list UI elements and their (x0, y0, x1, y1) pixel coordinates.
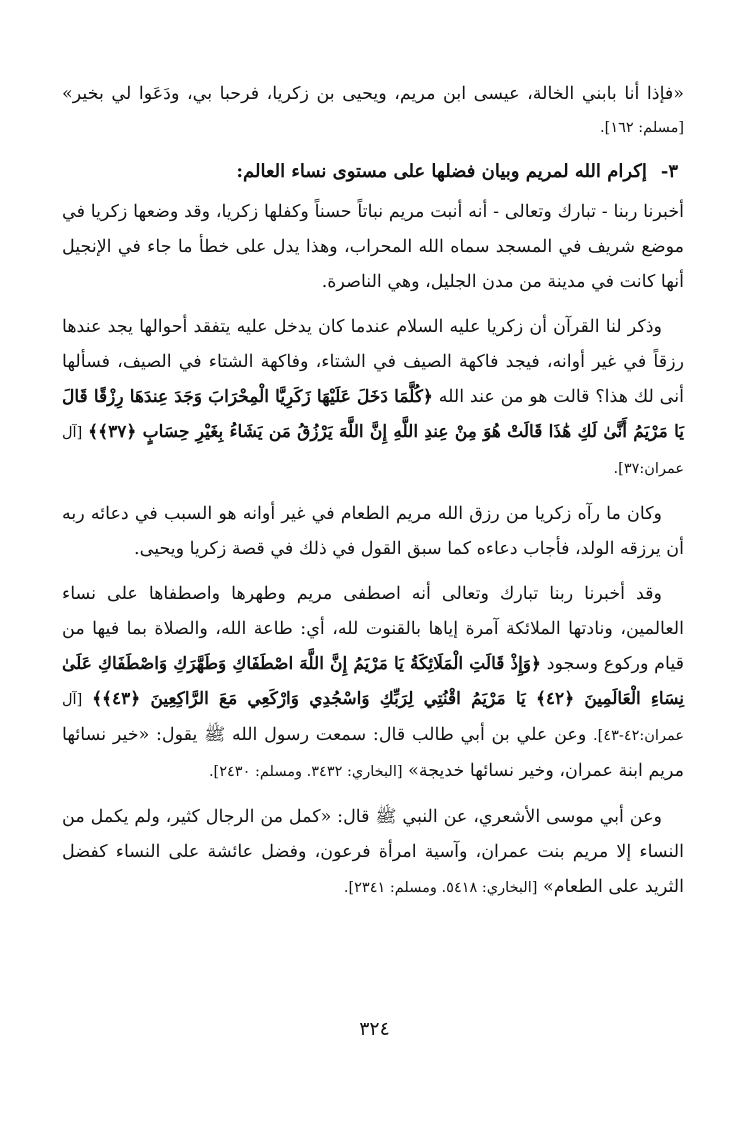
quran-verse: ﴿كُلَّمَا دَخَلَ عَلَيْهَا زَكَرِيَّا الْمِحْرَابَ وَجَدَ عِندَهَا رِزْقًا قَالَ يَا مَرْيَمُ أَنَّىٰ لَكِ هَٰذَا قَالَتْ هُوَ مِنْ عِندِ اللَّهِ إِنَّ اللَّهَ يَرْزُقُ مَن يَشَاءُ بِغَيْرِ حِسَابٍ ﴿٣٧﴾﴾ (62, 387, 684, 442)
page-number: ٣٢٤ (359, 1018, 390, 1040)
paragraph-mihrab (62, 195, 684, 300)
paragraph-text: وذكر لنا القرآن أن زكريا عليه السلام عندما كان يدخل عليه يتفقد أحوالها يجد عندها رزقاً في غير أوانه، فيجد فاكهة الصيف في الشتاء، وفاكهة الشتاء في الصيف، فسألها أنى لك هذا؟ قالت هو من عند الله (62, 317, 684, 407)
page-body (62, 78, 684, 916)
verse-reference: [آل عمران:٣٧]. (62, 425, 684, 477)
hadith-paragraph-1 (62, 78, 684, 145)
verse-reference: [آل عمران:٤٢-٤٣]. (62, 692, 684, 744)
hadith-text: «فإذا أنا بابني الخالة، عيسى ابن مريم، ويحيى بن زكريا، فرحبا بي، ودَعَوا لي بخير» (62, 84, 684, 104)
section-title: إكرام الله لمريم وبيان فضلها على مستوى نساء العالم: (236, 161, 647, 182)
paragraph-maryam-chosen (62, 577, 684, 790)
paragraph-text: وقد أخبرنا ربنا تبارك وتعالى أنه اصطفى مريم وطهرها واصطفاها على نساء العالمين، ونادتها الملائكة آمرة إياها بالقنوت لله، أي: طاعة الله، والصلاة بما فيها من قيام وركوع وسجود (62, 584, 684, 674)
hadith-reference: [مسلم: ١٦٢]. (600, 120, 684, 136)
paragraph-zakariya-provision (62, 310, 684, 487)
section-number: ٣- (660, 161, 678, 182)
paragraph-zakariya-prayer (62, 497, 684, 567)
hadith-text: وعن أبي موسى الأشعري، عن النبي ﷺ قال: «كمل من الرجال كثير، ولم يكمل من النساء إلا مريم بنت عمران، وآسية امرأة فرعون، وفضل عائشة على النساء كفضل الثريد على الطعام» (62, 807, 684, 897)
paragraph-perfect-women (62, 800, 684, 906)
hadith-text: وعن علي بن أبي طالب قال: سمعت رسول الله ﷺ يقول: «خير نسائها مريم ابنة عمران، وخير نسائها خديجة» (62, 725, 684, 781)
paragraph-text: وكان ما رآه زكريا من رزق الله مريم الطعام في غير أوانه هو السبب في دعائه ربه أن يرزقه الولد، فأجاب دعاءه كما سبق القول في ذلك في قصة زكريا ويحيى. (62, 504, 684, 559)
paragraph-text: أخبرنا ربنا - تبارك وتعالى - أنه أنبت مريم نباتاً حسناً وكفلها زكريا، وقد وضعها زكريا في موضع شريف في المسجد سماه الله المحراب، وهذا يدل على خطأ ما جاء في الإنجيل أنها كانت في مدينة من مدن الجليل، وهي الناصرة. (62, 202, 684, 292)
quran-verse: ﴿وَإِذْ قَالَتِ الْمَلَائِكَةُ يَا مَرْيَمُ إِنَّ اللَّهَ اصْطَفَاكِ وَطَهَّرَكِ وَاصْطَفَاكِ عَلَىٰ نِسَاءِ الْعَالَمِينَ ﴿٤٢﴾ يَا مَرْيَمُ اقْنُتِي لِرَبِّكِ وَاسْجُدِي وَارْكَعِي مَعَ الرَّاكِعِينَ ﴿٤٣﴾﴾ (62, 654, 684, 709)
section-heading (62, 155, 684, 189)
hadith-reference: [البخاري: ٣٤٣٢. ومسلم: ٢٤٣٠]. (208, 764, 403, 780)
hadith-reference: [البخاري: ٥٤١٨. ومسلم: ٢٣٤١]. (343, 880, 538, 896)
